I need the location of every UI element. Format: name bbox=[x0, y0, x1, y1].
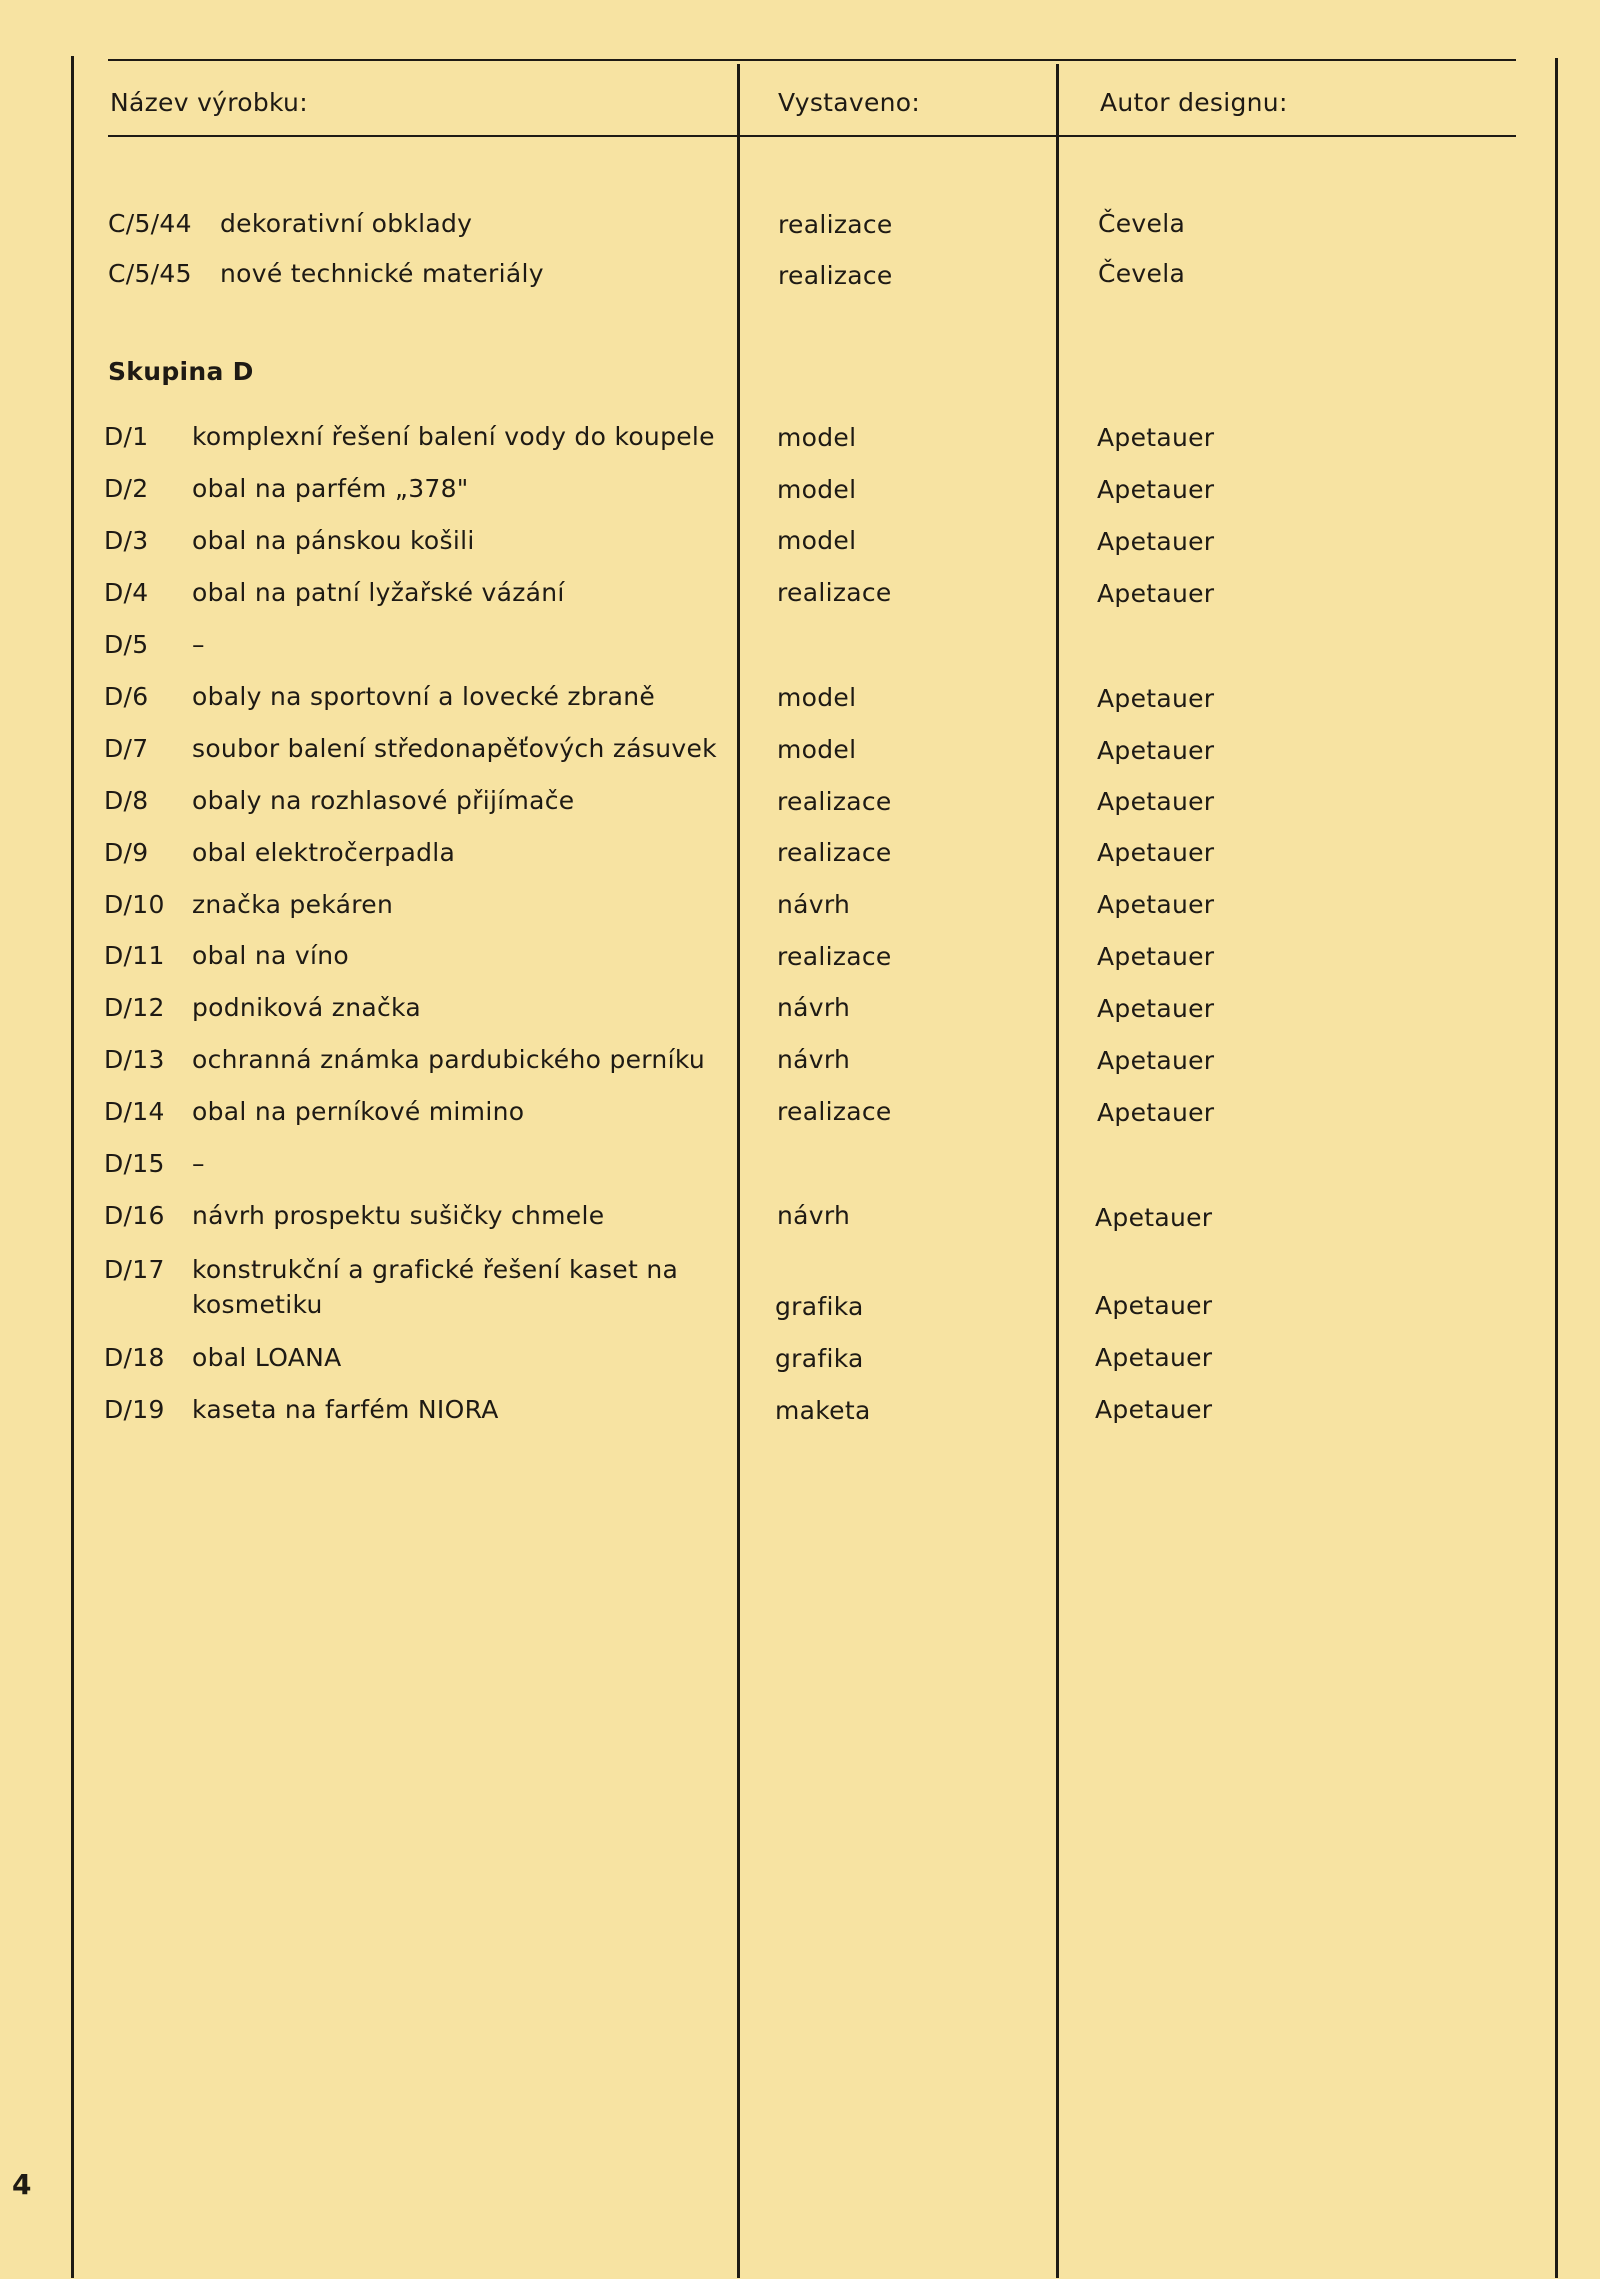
row-code: D/13 bbox=[104, 1045, 165, 1074]
header-top-rule bbox=[108, 59, 1516, 61]
row-status: realizace bbox=[778, 210, 893, 239]
row-name: obaly na rozhlasové přijímače bbox=[192, 786, 575, 815]
row-author: Čevela bbox=[1098, 209, 1186, 238]
row-status: model bbox=[777, 475, 857, 504]
row-author: Apetauer bbox=[1097, 890, 1215, 919]
row-status: návrh bbox=[777, 1045, 851, 1074]
row-author: Apetauer bbox=[1097, 579, 1215, 608]
page-number: 4 bbox=[12, 2168, 32, 2201]
row-status: realizace bbox=[777, 942, 892, 971]
row-name: obaly na sportovní a lovecké zbraně bbox=[192, 682, 656, 711]
row-status: realizace bbox=[778, 261, 893, 290]
row-code: D/7 bbox=[104, 734, 149, 763]
row-status: maketa bbox=[775, 1396, 871, 1425]
row-code: D/19 bbox=[104, 1395, 165, 1424]
row-author: Apetauer bbox=[1095, 1343, 1213, 1372]
row-code: D/5 bbox=[104, 630, 149, 659]
row-name: kaseta na farfém NIORA bbox=[192, 1395, 499, 1424]
row-status: realizace bbox=[777, 838, 892, 867]
row-status: návrh bbox=[777, 1201, 851, 1230]
row-code: D/1 bbox=[104, 422, 149, 451]
row-code: C/5/44 bbox=[108, 209, 192, 238]
row-code: D/12 bbox=[104, 993, 165, 1022]
row-author: Apetauer bbox=[1095, 1203, 1213, 1232]
group-d-title: Skupina D bbox=[108, 357, 254, 386]
row-code: D/15 bbox=[104, 1149, 165, 1178]
row-author: Apetauer bbox=[1097, 684, 1215, 713]
row-code: D/4 bbox=[104, 578, 149, 607]
header-bottom-rule bbox=[108, 135, 1516, 137]
row-author: Apetauer bbox=[1097, 475, 1215, 504]
row-author: Apetauer bbox=[1097, 994, 1215, 1023]
right-border bbox=[1555, 58, 1558, 2278]
row-name: konstrukční a grafické řešení kaset na kosmetiku bbox=[192, 1255, 679, 1319]
row-name: – bbox=[192, 1149, 205, 1178]
row-name: obal elektročerpadla bbox=[192, 838, 456, 867]
row-code: D/14 bbox=[104, 1097, 165, 1126]
row-author: Apetauer bbox=[1097, 787, 1215, 816]
row-name: obal na parfém „378" bbox=[192, 474, 469, 503]
row-name: podniková značka bbox=[192, 993, 421, 1022]
row-name: obal na víno bbox=[192, 941, 349, 970]
header-author: Autor designu: bbox=[1100, 88, 1288, 117]
row-status: návrh bbox=[777, 890, 851, 919]
row-status: návrh bbox=[777, 993, 851, 1022]
row-name: dekorativní obklady bbox=[220, 209, 473, 238]
row-author: Apetauer bbox=[1095, 1395, 1213, 1424]
row-code: D/2 bbox=[104, 474, 149, 503]
row-author: Čevela bbox=[1098, 259, 1186, 288]
row-name: návrh prospektu sušičky chmele bbox=[192, 1201, 605, 1230]
header-exhibited: Vystaveno: bbox=[778, 88, 921, 117]
row-author: Apetauer bbox=[1097, 1098, 1215, 1127]
row-name: komplexní řešení balení vody do koupele bbox=[192, 422, 715, 451]
row-code: C/5/45 bbox=[108, 259, 192, 288]
row-name: obal na perníkové mimino bbox=[192, 1097, 525, 1126]
row-status: realizace bbox=[777, 1097, 892, 1126]
row-code: D/9 bbox=[104, 838, 149, 867]
row-status: grafika bbox=[775, 1344, 864, 1373]
row-author: Apetauer bbox=[1097, 1046, 1215, 1075]
row-status: model bbox=[777, 683, 857, 712]
row-name: soubor balení středonapěťových zásuvek bbox=[192, 734, 717, 763]
column-divider-2 bbox=[1056, 64, 1059, 2278]
row-status: model bbox=[777, 735, 857, 764]
row-author: Apetauer bbox=[1097, 527, 1215, 556]
row-status: model bbox=[777, 526, 857, 555]
row-status: model bbox=[777, 423, 857, 452]
row-name: ochranná známka pardubického perníku bbox=[192, 1045, 705, 1074]
row-author: Apetauer bbox=[1097, 736, 1215, 765]
row-code: D/3 bbox=[104, 526, 149, 555]
row-name: obal na patní lyžařské vázání bbox=[192, 578, 565, 607]
row-status: grafika bbox=[775, 1292, 864, 1321]
row-name: – bbox=[192, 630, 205, 659]
left-border bbox=[71, 56, 74, 2278]
row-code: D/16 bbox=[104, 1201, 165, 1230]
row-code: D/6 bbox=[104, 682, 149, 711]
row-author: Apetauer bbox=[1095, 1291, 1213, 1320]
row-name: obal LOANA bbox=[192, 1343, 342, 1372]
row-author: Apetauer bbox=[1097, 838, 1215, 867]
row-author: Apetauer bbox=[1097, 423, 1215, 452]
row-code: D/17 bbox=[104, 1255, 165, 1284]
row-name: značka pekáren bbox=[192, 890, 394, 919]
row-name: obal na pánskou košili bbox=[192, 526, 475, 555]
row-status: realizace bbox=[777, 578, 892, 607]
column-divider-1 bbox=[737, 64, 740, 2278]
row-status: realizace bbox=[777, 787, 892, 816]
row-code: D/18 bbox=[104, 1343, 165, 1372]
row-code: D/11 bbox=[104, 941, 165, 970]
header-name: Název výrobku: bbox=[110, 88, 308, 117]
row-code: D/8 bbox=[104, 786, 149, 815]
row-name: nové technické materiály bbox=[220, 259, 544, 288]
row-author: Apetauer bbox=[1097, 942, 1215, 971]
row-code: D/10 bbox=[104, 890, 165, 919]
